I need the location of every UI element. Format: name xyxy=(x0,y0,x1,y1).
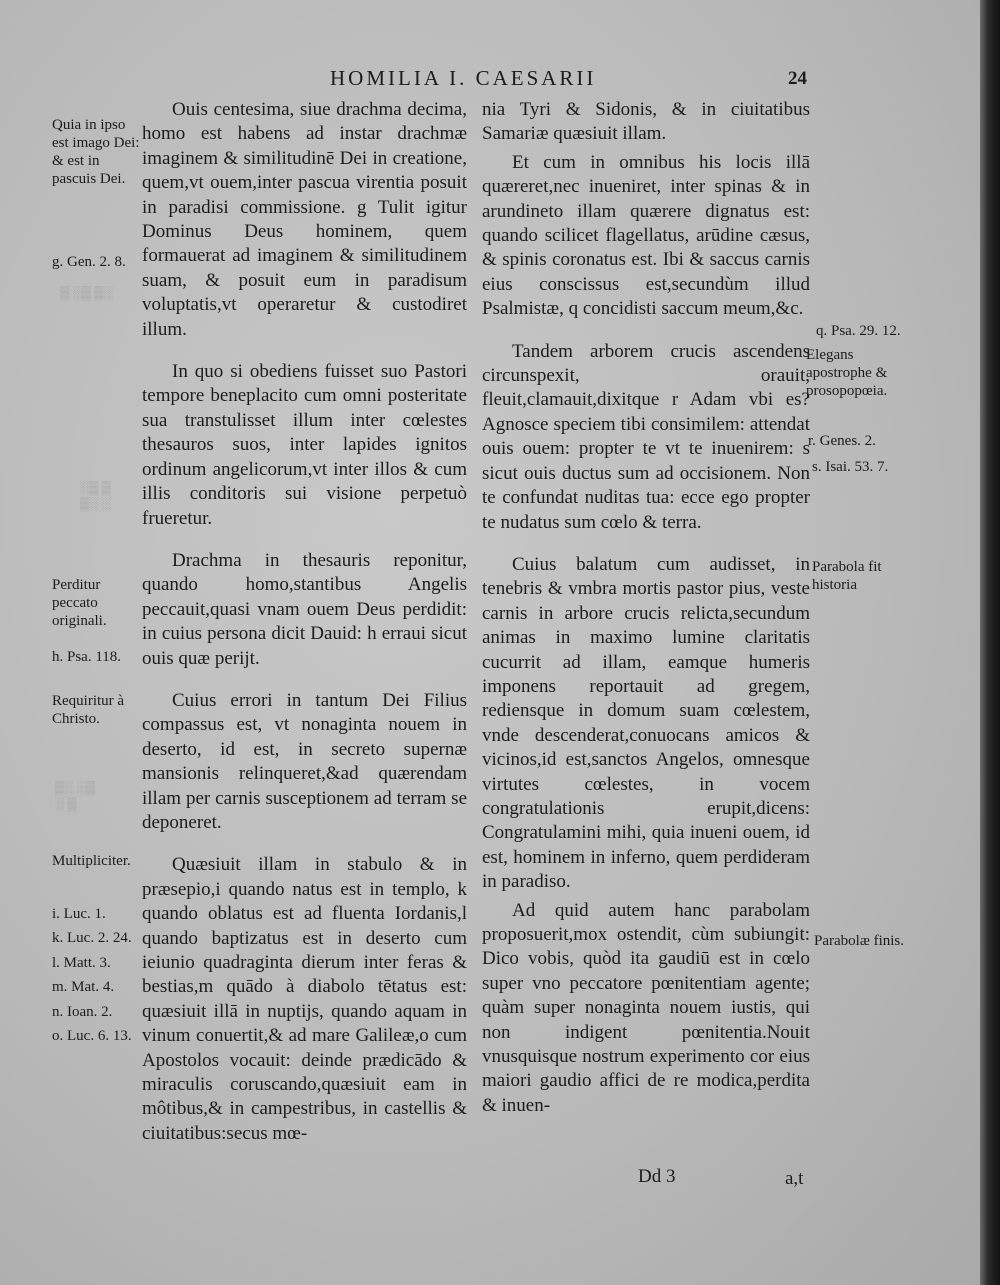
margin-note: Requiritur à Christo. xyxy=(52,693,125,727)
margin-note: Parabolæ finis. xyxy=(814,933,904,949)
paragraph: Cuius balatum cum audisset, in tenebris & vmbra mortis pastor pius, veste carnis in arbore crucis relicta,secundum animas in maximo lumine claritatis cucurrit ad illam, eamque humeris imponens reportauit ad gregem, rediensque in domum suam cœlestem, vnde descenderat,conuocans amicos & vicinos,id est,sanctos Angelos, omnesque virtutes cœlestes, in vocem congratulationis erupit,dicens: Congratulamini mihi, quia inueni ouem, id est, hominem in inferno, quem perdideram in paradiso. xyxy=(482,553,810,893)
margin-note: Perditur peccato originali. xyxy=(52,577,107,629)
paragraph: Cuius errori in tantum Dei Filius compassus est, vt nonaginta nouem in deserto, id est, in secreto supernæ mansionis relinqueret,&ad quærendam illam per carnis susceptionem ad terram se deponeret. xyxy=(142,689,467,833)
page-edge-shadow xyxy=(980,0,1000,1285)
margin-note: Parabola fit historia xyxy=(812,559,882,593)
page-number: 24 xyxy=(788,68,807,89)
paragraph: Ad quid autem hanc parabolam proposuerit,mox ostendit, cùm subiungit: Dico vobis, quòd ita gaudiū est in cœlo super vno peccatore pœnitentiam agente; quàm super nonaginta nouem iustis, qui non indigent pœnitentia.Nouit vnusquisque nostrum experimento cor eius maiori gaudio affici de re modica,perdita & inuen- xyxy=(482,899,810,1116)
right-text-column xyxy=(482,98,810,1118)
bleed-through-mark: ▒░ ░▒ ░ ▒ xyxy=(55,780,96,811)
margin-note-references: i. Luc. 1. k. Luc. 2. 24. l. Matt. 3. m. Mat. 4. n. Ioan. 2. o. Luc. 6. 13. xyxy=(52,906,132,1045)
paragraph: Tandem arborem crucis ascendens circunspexit, orauit, fleuit,clamauit,dixitque r Adam vbi es? Agnosce speciem tibi consimilem: attendat ouis ouem: propter te vt te inuenirem: s sicut ouis ductus sum ad occisionem. Non te confundat nuditas tua: ecce ego propter te nudatus sum cœlo & terra. xyxy=(482,340,810,533)
margin-note: Multipliciter. xyxy=(52,853,131,869)
left-text-column xyxy=(142,98,467,1146)
margin-note: r. Genes. 2. xyxy=(808,433,876,449)
signature-mark: Dd 3 xyxy=(638,1166,676,1187)
margin-note: q. Psa. 29. 12. xyxy=(816,323,901,339)
paragraph: Quæsiuit illam in stabulo & in præsepio,i quando natus est in templo, k quando oblatus est ad fluenta Iordanis,l quando baptizatus est in deserto cum ieiunio quadraginta dierum inter feras & bestias,m quādo à diabolo tētatus est: quæsiuit illā in nuptijs, quando aquam in vinum conuertit,& ad mare Galileæ,o cum Apostolos vocauit: deinde prædicādo & miraculis coruscando,quæsiuit eam in môtibus,& in campestribus, in castellis & ciuitatibus:secus mœ- xyxy=(142,854,467,1144)
margin-note: Quia in ipso est imago Dei: & est in pascuis Dei. xyxy=(52,117,140,187)
bleed-through-mark: ░▒ ▒ ▒░ ░ xyxy=(80,480,111,511)
paragraph: In quo si obediens fuisset suo Pastori tempore beneplacito cum omni posteritate sua transtulisset illum inter cœlestes thesauros suos, inter lapides ignitos ordinum angelicorum,vt inter illos & cum illis conditoris sui visione perpetuò frueretur. xyxy=(142,361,467,529)
paragraph: Ouis centesima, siue drachma decima, homo est habens ad instar drachmæ imaginem & similitudinē Dei in creatione, quem,vt ouem,inter pascua virentia posuit in paradisi commissione. g Tulit igitur Dominus Deus hominem, quem formauerat ad imaginem & similitudinem suam, & posuit eum in paradisum voluptatis,vt operaretur & custodiret illum. xyxy=(142,99,467,340)
paragraph: nia Tyri & Sidonis, & in ciuitatibus Samariæ quæsiuit illam. xyxy=(482,99,810,145)
running-header: HOMILIA I. CAESARII xyxy=(330,66,597,90)
bleed-through-mark: ▒ ░▒ ▒░ xyxy=(60,285,113,300)
catchword: a,t xyxy=(785,1168,804,1189)
margin-note: g. Gen. 2. 8. xyxy=(52,254,126,270)
margin-note: s. Isai. 53. 7. xyxy=(812,459,889,475)
margin-note: Elegans apostrophe & prosopopœia. xyxy=(806,347,888,399)
paragraph: Drachma in thesauris reponitur, quando homo,stantibus Angelis peccauit,quasi vnam ouem Deus perdidit: in cuius persona dicit Dauid: h erraui sicut ouis quæ perijt. xyxy=(142,549,467,669)
paragraph: Et cum in omnibus his locis illā quæreret,nec inueniret, inter spinas & in arundineto illam quærere dignatus est: quando scilicet flagellatus, arūdine cæsus, & spinis coronatus est. Ibi & saccus carnis eius conscissus est,secundùm illud Psalmistæ, q concidisti saccum meum,&c. xyxy=(482,151,810,320)
margin-note: h. Psa. 118. xyxy=(52,649,122,665)
